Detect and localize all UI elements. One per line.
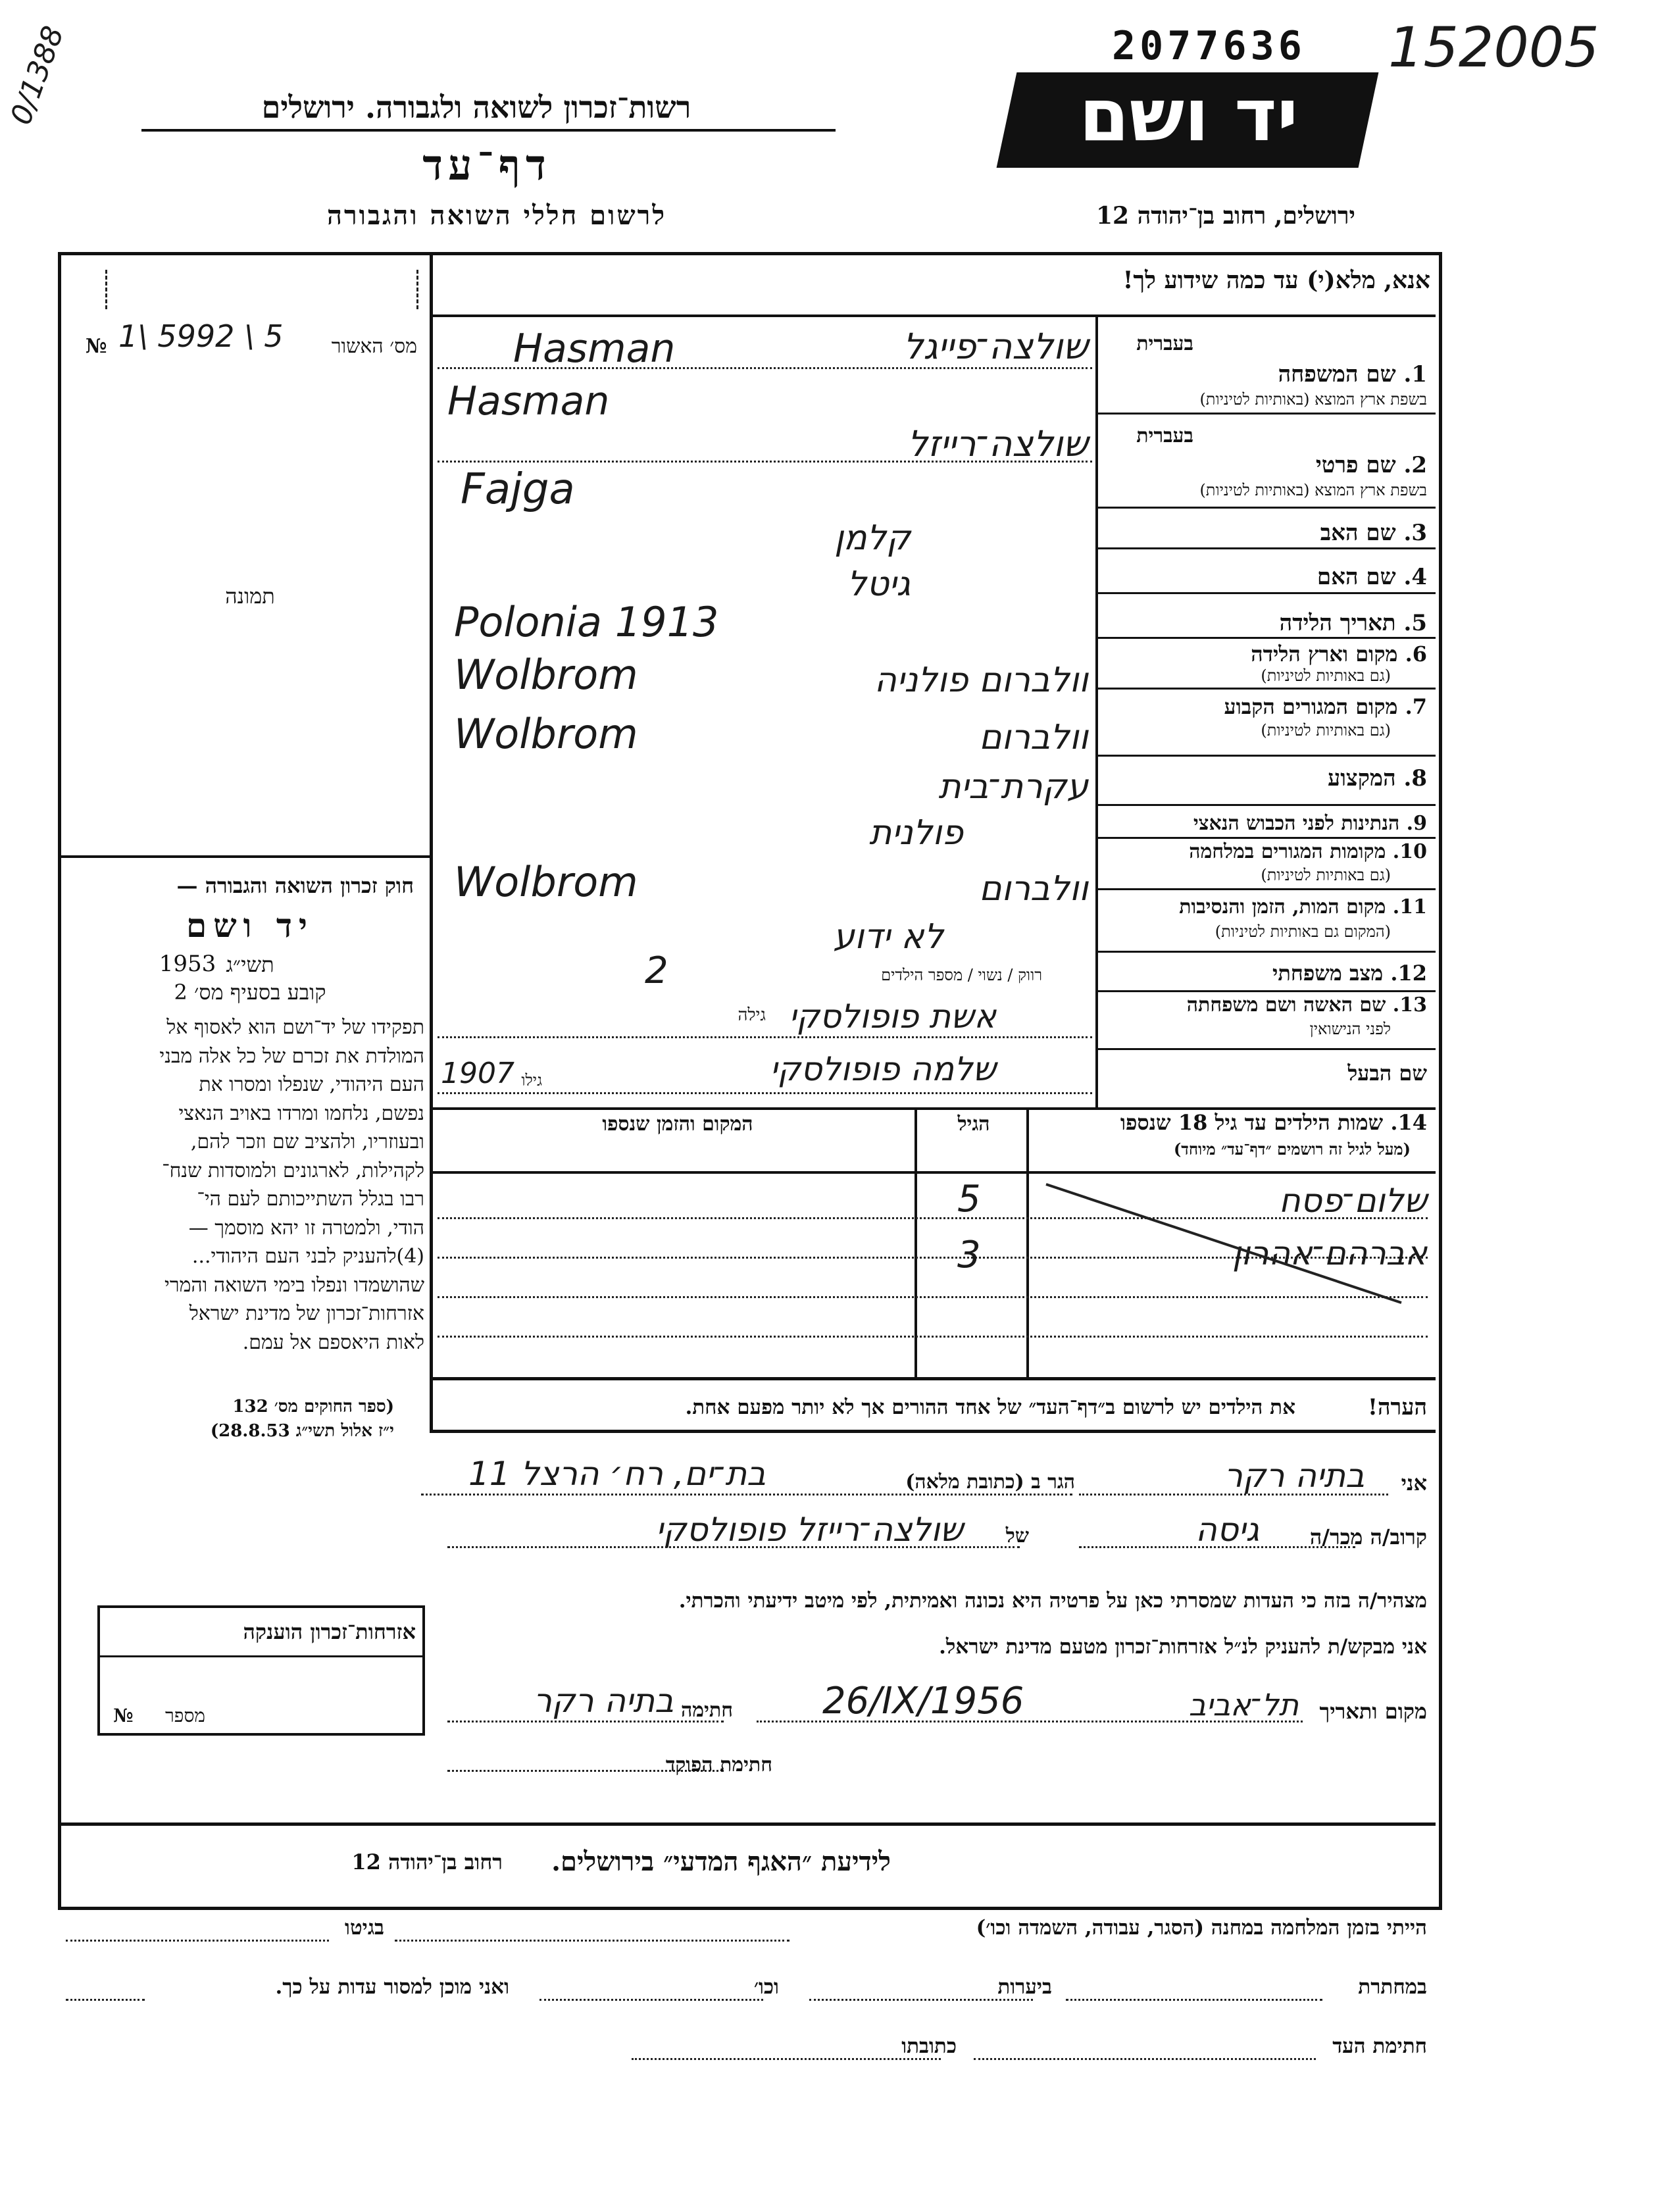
footer-line[interactable] xyxy=(1066,1999,1322,2001)
label-firstname-hebrew: בעברית xyxy=(1136,424,1193,447)
law-line: תפקידו של יד־ושם הוא לאסוף אל xyxy=(166,1016,424,1039)
citizenship-value[interactable]: פולנית xyxy=(869,813,963,853)
witness-address-value[interactable]: בת־ים, רח׳ הרצל 11 xyxy=(468,1455,766,1493)
birthplace-latin-value[interactable]: Wolbrom xyxy=(454,651,638,699)
birthdate-value[interactable]: Polonia 1913 xyxy=(454,598,719,646)
surname-latin-value[interactable]: Hasman xyxy=(447,378,610,424)
footer-address-label: כתובתו xyxy=(901,2034,957,2058)
label-firstname-latin: בשפת ארץ המוצא (באותיות לטיניות) xyxy=(1199,481,1427,499)
law-line: לאות היאספם אל עמם. xyxy=(242,1330,424,1354)
footer-line[interactable] xyxy=(539,1999,763,2001)
residence-hebrew-value[interactable]: וולברום xyxy=(979,718,1088,757)
footer-line[interactable] xyxy=(974,2058,1316,2060)
label-profession: 8. המקצוע xyxy=(1327,765,1427,792)
note-row-top xyxy=(430,1377,1436,1380)
footer-title: לידיעת ״האגף המדעי״ בירושלים. xyxy=(551,1846,891,1877)
child-age[interactable]: 3 xyxy=(957,1234,981,1276)
row-line xyxy=(1095,755,1436,757)
photo-label: תמונה xyxy=(225,584,275,609)
surname-hebrew-value[interactable]: שולצה־פייגל xyxy=(903,326,1088,367)
signature-line xyxy=(447,1721,724,1722)
footer-witness-signature-label: חתימת העד xyxy=(1332,2034,1427,2058)
label-column-divider xyxy=(1095,314,1098,1107)
relation-label: קרוב/ה מכר/ה xyxy=(1309,1524,1427,1549)
label-death: 11. מקום המות, הזמן והנסיבות xyxy=(1179,895,1427,918)
request: אני מבקש/ת להעניק לנ״ל אזרחות־זכרון מטעם מדינת ישראל. xyxy=(939,1635,1427,1659)
citizenship-title: אזרחות־זכרון הוענקה xyxy=(243,1619,416,1644)
wife-name-value[interactable]: אשת פופולסקי xyxy=(789,997,996,1036)
firstname-latin-value[interactable]: Fajga xyxy=(461,465,575,514)
citizenship-title-line xyxy=(100,1655,422,1657)
row-line xyxy=(1095,804,1436,806)
footer-divider xyxy=(58,1822,1436,1826)
children-table-header-line xyxy=(430,1171,1436,1174)
husband-name-value[interactable]: שלמה פופולסקי xyxy=(770,1050,996,1088)
footer-forests-label: ביערות xyxy=(997,1975,1052,1999)
footer-testify-label: ואני מוכן למסור עדות על כך. xyxy=(275,1975,509,1999)
law-line: העם היהודי, שנפלו ומסרו את xyxy=(199,1073,424,1096)
footer-line[interactable] xyxy=(632,2058,941,2060)
row-line xyxy=(1095,547,1436,549)
law-line: לקהילות, לארגונים ולמוסדות שנח־ xyxy=(162,1159,424,1182)
row-line xyxy=(1095,837,1436,839)
label-mother: 4. שם האם xyxy=(1316,564,1427,590)
row-line xyxy=(1095,507,1436,509)
label-birthplace: 6. מקום וארץ הלידה xyxy=(1251,641,1427,666)
law-clause: קובע בסעיף מס׳ 2 xyxy=(174,980,326,1005)
relation-value[interactable]: גיסה xyxy=(1195,1511,1259,1549)
row-line xyxy=(1095,413,1436,415)
law-year-hebrew: תשי״ג xyxy=(226,952,274,977)
father-value[interactable]: קלמן xyxy=(834,518,911,558)
firstname-hebrew-value[interactable]: שולצה־רייזל xyxy=(907,423,1088,465)
label-children-sub: (מעל לגיל זה רושמים ״דף־עד״ מיוחד) xyxy=(1173,1140,1411,1159)
yad-vashem-logo xyxy=(997,72,1379,168)
note-row-bottom xyxy=(430,1430,1436,1433)
logo-text: יד ושם xyxy=(1079,73,1299,157)
intro-row-line xyxy=(430,314,1436,317)
col-place: המקום והזמן שנספו xyxy=(602,1113,753,1136)
wartime-hebrew-value[interactable]: וולברום xyxy=(979,869,1088,909)
label-wife: 13. שם האשה ושם משפחתה xyxy=(1186,993,1427,1017)
label-father: 3. שם האב xyxy=(1320,520,1427,546)
place-date-label: מקום ותאריך xyxy=(1319,1699,1427,1724)
witness-address-line xyxy=(421,1494,1072,1496)
law-line: נפשם, נלחמו ומרדו באויב הנאצי xyxy=(178,1101,424,1125)
value-line xyxy=(438,1036,1092,1038)
death-place-value[interactable]: לא ידוע xyxy=(833,917,943,957)
approval-dashed-box xyxy=(105,270,418,309)
law-text xyxy=(63,1013,424,1357)
note-label: הערה! xyxy=(1368,1394,1427,1420)
husband-birth-value[interactable]: 1907 xyxy=(441,1057,514,1090)
law-line: שהושמדו ונפלו בימי השואה והמרי xyxy=(164,1273,424,1297)
declaration: מצהיר/ה בזה כי העדות שמסרתי כאן על פרטיה היא נכונה ואמיתית, לפי מיטב ידיעתי והכרתי. xyxy=(678,1589,1427,1613)
footer-line[interactable] xyxy=(66,1940,329,1942)
form-subtitle: לרשום חללי השואה והגבורה xyxy=(326,200,667,231)
law-line: המולדת את זכרם של כל אלה מבני xyxy=(159,1044,424,1068)
table-row-line xyxy=(438,1336,1428,1338)
label-surname-latin: בשפת ארץ המוצא (באותיות לטיניות) xyxy=(1199,390,1427,409)
birthplace-hebrew-value[interactable]: וולברום פולניה xyxy=(874,661,1088,700)
marital-options: רווק / נשוי / מספר הילדים xyxy=(881,966,1042,984)
witness-resides-label: הגר ב (כתובת מלאה) xyxy=(905,1470,1075,1494)
residence-latin-value[interactable]: Wolbrom xyxy=(454,710,638,758)
law-line: הודי, ולמטרה זו יהא מוסמך — xyxy=(188,1216,424,1240)
approval-label: מס׳ האשור xyxy=(331,335,417,358)
law-line: רבו בגלל השתייכותם לעם הי־ xyxy=(197,1188,424,1211)
footer-line[interactable] xyxy=(66,1999,145,2001)
header-address: ירושלים, רחוב בן־יהודה 12 xyxy=(1095,202,1355,230)
law-line: אזרחות־זכרון של מדינת ישראל xyxy=(189,1302,424,1325)
footer-address: רחוב בן־יהודה 12 xyxy=(351,1849,503,1874)
footer-etc-label: וכו׳ xyxy=(753,1975,779,1999)
label-birthplace-sub: (גם באותיות לטיניות) xyxy=(1261,666,1391,685)
surname-latin-value[interactable]: Hasman xyxy=(513,326,676,372)
child-age[interactable]: 5 xyxy=(957,1178,981,1220)
row-line xyxy=(1095,688,1436,690)
label-wartime-residence: 10. מקומות המגורים במלחמה xyxy=(1189,840,1427,863)
row-line xyxy=(1095,1048,1436,1050)
law-date: י״ז אלול תשי״ג 28.8.53) xyxy=(210,1421,394,1441)
signature-value[interactable]: בתיה רקר xyxy=(533,1682,674,1720)
label-wife-sub: לפני הנישואין xyxy=(1309,1020,1391,1038)
citizenship-box xyxy=(97,1605,425,1736)
row-line xyxy=(1095,888,1436,890)
margin-note: 0/1388 xyxy=(4,22,71,130)
label-citizenship: 9. הנתינות לפני הכבוש הנאצי xyxy=(1193,812,1427,835)
law-year: 1953 xyxy=(159,951,216,977)
row-line xyxy=(1095,951,1436,953)
law-source: (ספר החוקים מס׳ 132 xyxy=(232,1397,394,1417)
handwritten-id: 152005 xyxy=(1388,15,1599,80)
wartime-latin-value[interactable]: Wolbrom xyxy=(454,858,638,906)
label-firstname: 2. שם פרטי xyxy=(1315,452,1427,478)
label-husband: שם הבעל xyxy=(1347,1061,1427,1086)
label-husband-age: גילו xyxy=(521,1071,542,1090)
row-line xyxy=(1095,990,1436,992)
label-surname-hebrew: בעברית xyxy=(1136,332,1193,355)
children-count-value[interactable]: 2 xyxy=(645,949,668,992)
institution-name: רשות־זכרון לשואה ולגבורה. ירושלים xyxy=(261,89,691,125)
form-title: דף־עד xyxy=(422,141,551,190)
label-death-sub: (המקום גם באותיות לטיניות) xyxy=(1215,922,1391,941)
signature-label: חתימה xyxy=(681,1699,733,1722)
approval-number: 1\ 5992 \ 5 xyxy=(118,318,284,354)
footer-ghetto-label: בגיטו xyxy=(345,1916,384,1940)
label-residence-sub: (גם באותיות לטיניות) xyxy=(1261,721,1391,740)
footer-camp-label: הייתי בזמן המלחמה במחנה (הסגר, עבודה, השמדה וכו׳) xyxy=(976,1916,1427,1940)
row-line xyxy=(1095,592,1436,594)
of-value[interactable]: שולצה־רייזל פופולסקי xyxy=(655,1511,963,1549)
label-residence: 7. מקום המגורים הקבוע xyxy=(1224,694,1427,719)
row-line xyxy=(1095,637,1436,639)
label-wife-age: גילה xyxy=(738,1005,766,1025)
witness-i-label: אני xyxy=(1401,1470,1427,1496)
place-value[interactable]: תל־אביב xyxy=(1188,1687,1299,1722)
label-surname: 1. שם המשפחה xyxy=(1278,361,1427,388)
label-birthdate: 5. תאריך הלידה xyxy=(1279,610,1427,636)
citizenship-number-label: מספר xyxy=(165,1705,205,1726)
child-name[interactable]: אברהם־אהרון xyxy=(1232,1234,1427,1272)
mother-value[interactable]: גיטל xyxy=(847,565,911,604)
left-column-divider xyxy=(430,252,433,1430)
law-line: (4)להעניק לבני העם היהודי... xyxy=(191,1245,424,1268)
serial-number: 2077636 xyxy=(1112,23,1306,69)
law-heading: חוק זכרון השואה והגבורה — xyxy=(176,873,414,898)
label-marital-status: 12. מצב משפחתי xyxy=(1272,961,1427,986)
footer-line[interactable] xyxy=(395,1940,789,1942)
date-value[interactable]: 26/IX/1956 xyxy=(822,1680,1024,1722)
note-text: את הילדים יש לרשום ב״דף־העד״ של אחד ההורים אך לא יותר מפעם אחת. xyxy=(685,1395,1295,1419)
label-wartime-residence-sub: (גם באותיות לטיניות) xyxy=(1261,866,1391,884)
label-children: 14. שמות הילדים עד גיל 18 שנספו xyxy=(1120,1110,1427,1135)
approval-no-sign: № xyxy=(86,335,107,358)
value-line xyxy=(438,1092,1092,1094)
child-name[interactable]: שלום־פסח xyxy=(1278,1182,1427,1220)
law-line: ובעוזריו, ולהציב שם וזכר להם, xyxy=(190,1130,424,1153)
institution-underline xyxy=(141,129,836,132)
col-age: הגיל xyxy=(957,1113,990,1136)
photo-area-bottom xyxy=(58,855,430,858)
official-signature-label: חתימת הפוקד xyxy=(665,1753,772,1776)
witness-name-value[interactable]: בתיה רקר xyxy=(1224,1457,1365,1495)
profession-value[interactable]: עקרת־בית xyxy=(938,767,1088,807)
citizenship-no-sign: № xyxy=(113,1705,134,1726)
crossout-stroke xyxy=(1033,1178,1428,1316)
law-name: יד ושם xyxy=(186,906,314,945)
form-intro: אנא, מלא(י) עד כמה שידוע לך! xyxy=(1122,266,1430,294)
footer-underground-label: במחתרת xyxy=(1358,1975,1427,1999)
of-label: של xyxy=(1005,1524,1029,1547)
footer-line[interactable] xyxy=(809,1999,1033,2001)
